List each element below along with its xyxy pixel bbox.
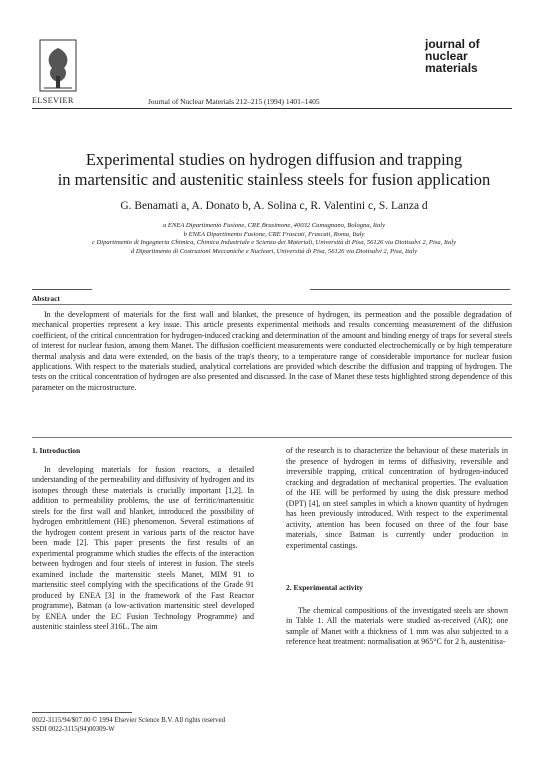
column-left bbox=[32, 446, 254, 633]
abstract-end-rule bbox=[32, 437, 512, 438]
footer-rule bbox=[32, 712, 132, 713]
abstract-heading: Abstract bbox=[32, 294, 60, 303]
journal-logo-line-3: materials bbox=[425, 61, 478, 75]
paragraph: In developing materials for fusion reactors, a detailed understanding of the permeability and diffusivity of hydrogen and its isotopes through these materials is crucially important [1,2]. In addition to permeability problems, the use of ferritic/martensitic steels for the first wall and blanket, introduced the possibility of hydrogen embrittlement (HE) phenomenon. Several estimations of the hydrogen content present in various parts of the reactor have been made [2]. This paper presents the first results of an experimental programme which studies the effects of the interaction between hydrogen and four steels of interest in fusion. The steels examined include the martensitic steels Manet, MIM 91 to martensitic steel complying with the specifications of the Grade 91 produced by ENEA [3] in the framework of the Fast Reactor programme), Batman (a low-activation martensitic steel developed by ENEA under the EC Fusion Technology Programme) and austenitic stainless steel 316L. The aim bbox=[32, 464, 254, 631]
author-list: G. Benamati a, A. Donato b, A. Solina c, R. Valentini c, S. Lanza d bbox=[120, 200, 428, 212]
journal-logo-line-2: nuclear bbox=[425, 49, 468, 63]
copyright-line: 0022-3115/94/$07.00 © 1994 Elsevier Science B.V. All rights reserved bbox=[32, 717, 225, 724]
affiliation-d: d Dipartimento di Costruzioni Meccaniche e Nucleari, Università di Pisa, 56126 via Diotisalvi 2, Pisa, Italy bbox=[130, 247, 418, 255]
divider bbox=[32, 289, 92, 290]
publisher-name: ELSEVIER bbox=[32, 96, 74, 105]
page-header bbox=[0, 0, 548, 110]
paper-title bbox=[20, 150, 528, 190]
section-heading-experimental: 2. Experimental activity bbox=[286, 583, 363, 592]
affiliation-c: c Dipartimento di Ingegneria Chimica, Chimica Industriale e Scienza dei Materiali, Università di Pisa, 56126 via Diotisalvi 2, Pisa, Italy bbox=[91, 239, 457, 246]
column-right bbox=[286, 446, 508, 648]
header-rule bbox=[32, 108, 512, 109]
affiliation-b: b ENEA Dipartimento Fusione, CRE Frascati, Frascati, Roma, Italy bbox=[183, 230, 365, 238]
paragraph: of the research is to characterize the behaviour of these materials in the presence of hydrogen in terms of diffusivity, reversible and irreversible trapping, critical concentration of hydrogen-induced cracking and degradation of mechanical properties. The evaluation of the HE will be performed by using the disk pressure method (DPT) [4], on steel samples in which a known quantity of hydrogen has been previously introduced. With respect to the experimental activity, attention has been focused on three of the four base materials, since Batman is currently under production in experimental castings. bbox=[286, 446, 508, 550]
affiliations bbox=[30, 222, 518, 256]
divider bbox=[310, 289, 510, 290]
affiliation-a: a ENEA Dipartimento Fusione, CRE Brasimone, 40032 Camugnano, Bologna, Italy bbox=[162, 222, 386, 229]
abstract-rule bbox=[32, 304, 512, 305]
ssdi-line: SSDI 0022-3115(94)00309-W bbox=[32, 726, 115, 733]
title-line-1: Experimental studies on hydrogen diffusion and trapping bbox=[85, 150, 463, 169]
elsevier-tree-logo bbox=[38, 38, 78, 93]
paragraph: The chemical compositions of the investigated steels are shown in Table 1. All the materials were studied as-received (AR); one sample of Manet with a thickness of 1 mm was also subjected to a reference heat treatment: normalisation at 965°C for 2 h, austenitisa- bbox=[286, 605, 508, 646]
title-line-2: in martensitic and austenitic stainless steels for fusion application bbox=[57, 170, 491, 189]
abstract-body: In the development of materials for the first wall and blanket, the presence of hydrogen, its permeation and the possible degradation of mechanical properties represent a key issue. This article presents experimental methods and results concerning measurement of the diffusion coefficient, of the critical concentration for hydrogen-induced cracking and determination of the amount and binding energy of traps for several steels of interest for nuclear fusion, among them Manet. The diffusion coefficient measurements were conducted electrochemically or by high temperature thermal analysis and data were extended, on the basis of the trap's theory, to a temperature range of considerable importance for nuclear fusion applications. With respect to the materials studied, analytical correlations are provided which describe the diffusion and trapping of hydrogen. The tests on the critical concentration of hydrogen are also presented and discussed. In the case of Manet these tests highlighted strong dependence of this parameter on the microstructure. bbox=[32, 310, 512, 392]
journal-logo bbox=[425, 38, 501, 106]
page-footer bbox=[32, 716, 332, 734]
section-heading-introduction: 1. Introduction bbox=[32, 446, 81, 455]
journal-logo-line-1: journal of bbox=[425, 37, 480, 51]
journal-reference: Journal of Nuclear Materials 212–215 (1994) 1401–1405 bbox=[148, 97, 320, 106]
